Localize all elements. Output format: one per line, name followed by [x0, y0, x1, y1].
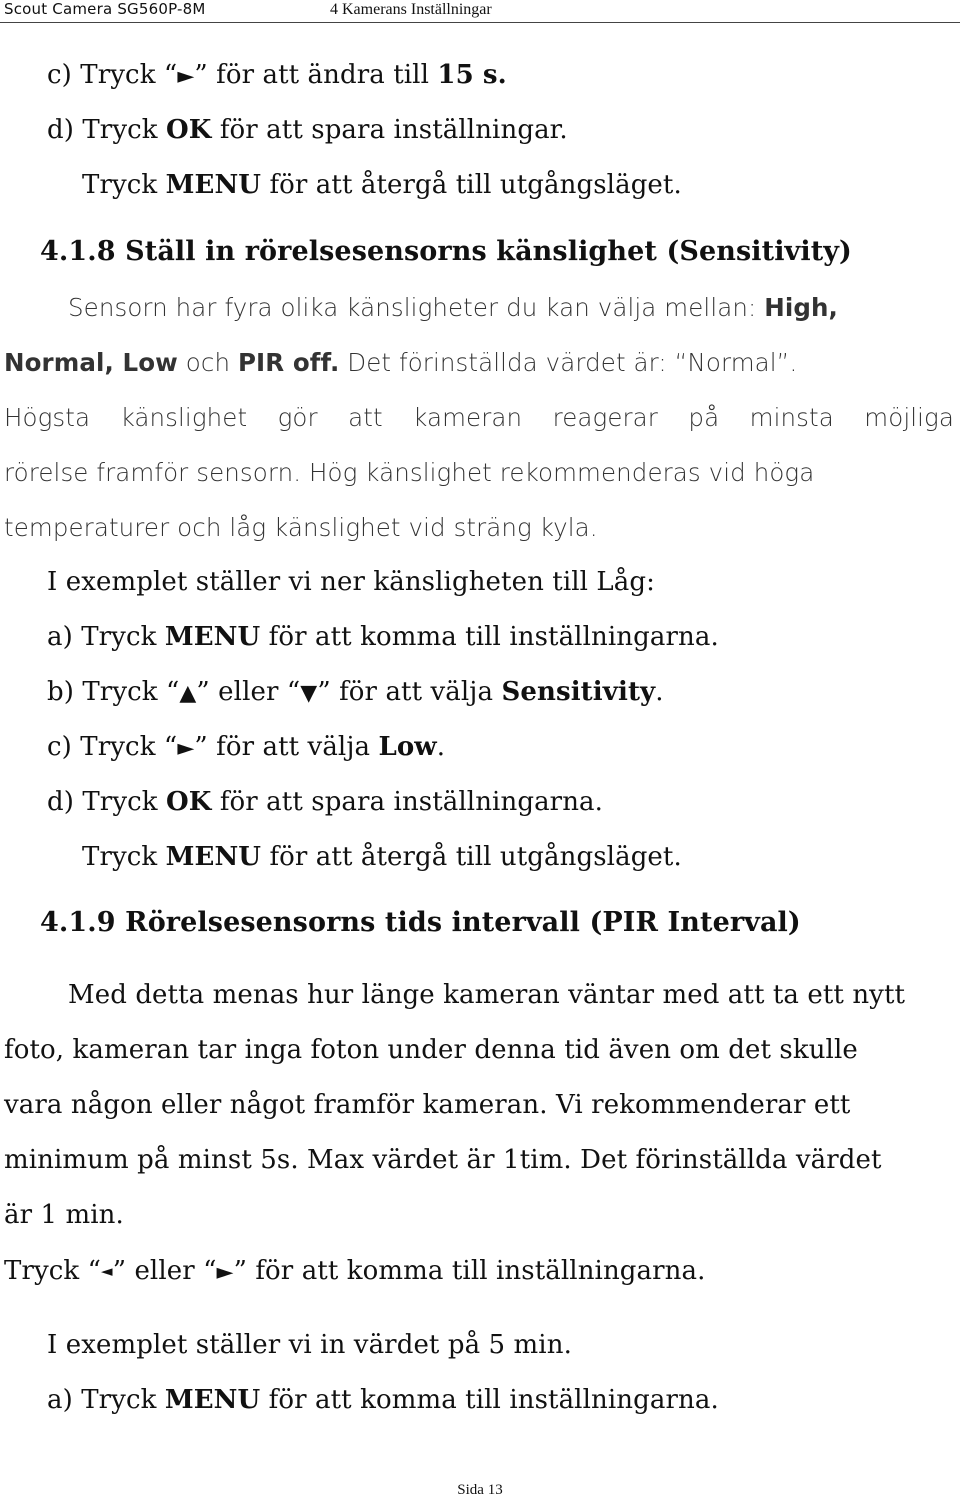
step-text: . — [655, 677, 664, 707]
step-text: för att spara inställningarna. — [211, 787, 604, 817]
ok-key-label: OK — [166, 787, 212, 817]
step-text: för att komma till inställningarna. — [260, 1385, 719, 1415]
step-text: . — [436, 732, 446, 762]
step-d-top — [47, 115, 568, 145]
step-text: för att spara inställningar. — [211, 115, 568, 145]
step-text: för att återgå till utgångsläget. — [261, 170, 682, 200]
ok-key-label: OK — [166, 115, 212, 145]
step-text: ” för att välja — [194, 732, 379, 762]
menu-key-label: MENU — [165, 842, 262, 872]
example-intro: I exemplet ställer vi ner känsligheten till Låg: — [47, 567, 656, 597]
option-pir-off: PIR off. — [237, 348, 340, 377]
right-arrow-icon: ► — [177, 64, 195, 89]
paragraph-line: rörelse framför sensorn. Hög känslighet rekommenderas vid höga — [4, 458, 815, 487]
word: gör — [277, 403, 318, 432]
step-text: c) Tryck “ — [47, 732, 178, 762]
step-text: d) Tryck — [47, 115, 166, 145]
step-value: 15 s — [437, 60, 498, 90]
paragraph-line: foto, kameran tar inga foton under denna tid även om det skulle — [4, 1035, 858, 1065]
step-text: d) Tryck — [47, 787, 166, 817]
right-arrow-icon: ► — [216, 1260, 234, 1285]
step-text: . — [497, 60, 507, 90]
word: minsta — [749, 403, 834, 432]
paragraph-line: Med detta menas hur länge kameran väntar med att ta ett nytt — [68, 980, 906, 1010]
step-a-4-1-9 — [47, 1385, 719, 1415]
option-normal-low: Normal, Low — [4, 348, 178, 377]
step-text: ” för att välja — [317, 677, 502, 707]
step-text: c) Tryck “ — [47, 60, 178, 90]
up-arrow-icon: ▲ — [179, 681, 197, 706]
option-high: High, — [764, 293, 838, 322]
paragraph-line: vara någon eller något framför kameran. Vi rekommenderar ett — [4, 1090, 851, 1120]
step-text: ” för att komma till inställningarna. — [233, 1256, 706, 1286]
step-text: för att återgå till utgångsläget. — [261, 842, 682, 872]
word: reagerar — [552, 403, 658, 432]
menu-key-label: MENU — [165, 170, 262, 200]
section-heading-4-1-8: 4.1.8 Ställ in rörelsesensorns känslighet (Sensitivity) — [40, 236, 852, 267]
word: kameran — [413, 403, 523, 432]
page-header — [0, 0, 960, 23]
tryck-instruction — [4, 1256, 705, 1288]
paragraph-line — [68, 293, 838, 323]
step-c — [47, 732, 445, 764]
paragraph-text: och — [177, 348, 238, 377]
step-text: för att komma till inställningarna. — [260, 622, 719, 652]
down-arrow-icon: ▼ — [300, 681, 318, 706]
step-b — [47, 677, 664, 709]
menu-key-label: MENU — [164, 1385, 261, 1415]
paragraph-text: Det förinställda värdet är: “Normal”. — [339, 348, 798, 377]
example-intro: I exemplet ställer vi in värdet på 5 min. — [47, 1330, 572, 1360]
paragraph-line: är 1 min. — [4, 1200, 124, 1230]
paragraph-line — [4, 348, 797, 378]
step-e-top — [82, 170, 682, 200]
step-e — [82, 842, 682, 872]
word: känslighet — [120, 403, 248, 432]
word: att — [348, 403, 383, 432]
paragraph-line: temperaturer och låg känslighet vid sträng kyla. — [4, 513, 598, 542]
setting-value: Low — [378, 732, 437, 762]
step-d — [47, 787, 603, 817]
step-text: Tryck “ — [4, 1256, 102, 1286]
menu-key-label: MENU — [164, 622, 261, 652]
word: på — [688, 403, 720, 432]
step-text: ” för att ändra till — [194, 60, 438, 90]
step-text: a) Tryck — [47, 622, 165, 652]
section-heading-4-1-9: 4.1.9 Rörelsesensorns tids intervall (PIR Interval) — [40, 907, 801, 938]
step-text: ” eller “ — [112, 1256, 217, 1286]
document-title: Scout Camera SG560P-8M — [4, 0, 206, 18]
step-text: Tryck — [82, 842, 166, 872]
right-arrow-icon: ► — [177, 736, 195, 761]
paragraph-text: Sensorn har fyra olika känsligheter du kan välja mellan: — [68, 293, 765, 322]
step-text: b) Tryck “ — [47, 677, 180, 707]
step-text: ” eller “ — [196, 677, 301, 707]
left-arrow-icon: ◄ — [101, 1262, 113, 1280]
step-text: a) Tryck — [47, 1385, 165, 1415]
page-number: Sida 13 — [457, 1482, 503, 1498]
step-a — [47, 622, 719, 652]
paragraph-line: minimum på minst 5s. Max värdet är 1tim. Det förinställda värdet — [4, 1145, 882, 1175]
chapter-title: 4 Kamerans Inställningar — [330, 1, 492, 18]
word: Högsta — [4, 403, 91, 432]
step-text: Tryck — [82, 170, 166, 200]
step-c-top — [47, 60, 507, 92]
paragraph-line-justified — [4, 403, 954, 433]
word: möjliga — [864, 403, 954, 432]
setting-name: Sensitivity — [501, 677, 656, 707]
